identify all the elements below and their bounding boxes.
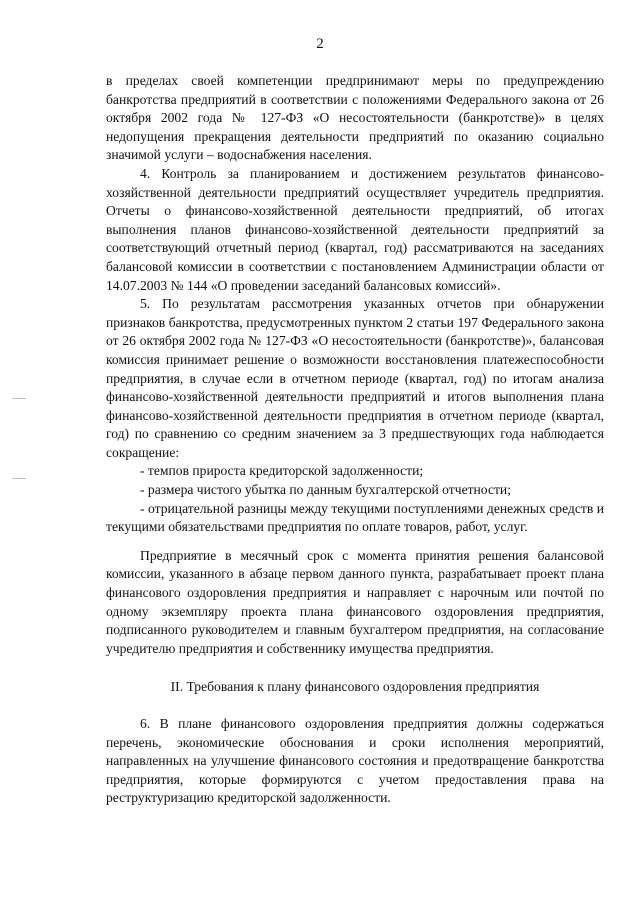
section-heading: II. Требования к плану финансового оздоровления предприятия	[170, 679, 540, 695]
list-item: - темпов прироста кредиторской задолженности;	[140, 463, 424, 479]
list-item: - размера чистого убытка по данным бухгалтерской отчетности;	[140, 482, 511, 498]
page-number: 2	[316, 36, 324, 52]
paragraph-6: 6. В плане финансового оздоровления предприятия должны содержаться перечень, экономические обоснования и сроки исполнения мероприятий, направленных на улучшение финансового состояния и предотвращение банкротства предприятия, которые формируются с учетом предоставления права на реструктуризацию кредиторской задолженности.	[106, 716, 604, 806]
list-item: - отрицательной разницы между текущими поступлениями денежных средств и текущими обязательствами предприятия по оплате товаров, работ, услуг.	[106, 500, 604, 535]
scan-margin-mark	[12, 478, 26, 479]
scan-margin-mark	[12, 398, 26, 399]
paragraph-continuation: в пределах своей компетенции предпринимают меры по предупреждению банкротства предприятий в соответствии с положениями Федерального закона от 26 октября 2002 года № 127-ФЗ «О несостоятельности (банкротстве)» в целях недопущения прекращения деятельности предприятий по оказанию социально значимой услуги – водоснабжения населения.	[106, 73, 604, 163]
document-body	[106, 72, 604, 808]
paragraph-enterprise: Предприятие в месячный срок с момента принятия решения балансовой комиссии, указанного в абзаце первом данного пункта, разрабатывает проект плана финансового оздоровления предприятия и направляет с нарочным или почтой по одному экземпляру проекта плана финансового оздоровления предприятия, подписанного руководителем и главным бухгалтером предприятия, на согласование учредителю предприятия и собственнику имущества предприятия.	[106, 547, 604, 656]
paragraph-4: 4. Контроль за планированием и достижением результатов финансово-хозяйственной деятельности предприятий осуществляет учредитель предприятия. Отчеты о финансово-хозяйственной деятельности предприятий, об итогах выполнения планов финансово-хозяйственной деятельности предприятий за соответствующий отчетный период (квартал, год) рассматриваются на заседаниях балансовой комиссии в соответствии с постановлением Администрации области от 14.07.2003 № 144 «О проведении заседаний балансовых комиссий».	[106, 165, 604, 293]
paragraph-5: 5. По результатам рассмотрения указанных отчетов при обнаружении признаков банкротства, предусмотренных пунктом 2 статьи 197 Федерального закона от 26 октября 2002 года № 127-ФЗ «О несостоятельности (банкротстве)», балансовая комиссия принимает решение о возможности восстановления платежеспособности предприятия, в случае если в отчетном периоде (квартал, год) по итогам анализа финансово-хозяйственной деятельности предприятий и итогов выполнения плана финансово-хозяйственной деятельности предприятия в отчетном периоде (квартал, год) по сравнению со средним значением за 3 предшествующих года наблюдается сокращение:	[106, 296, 604, 460]
